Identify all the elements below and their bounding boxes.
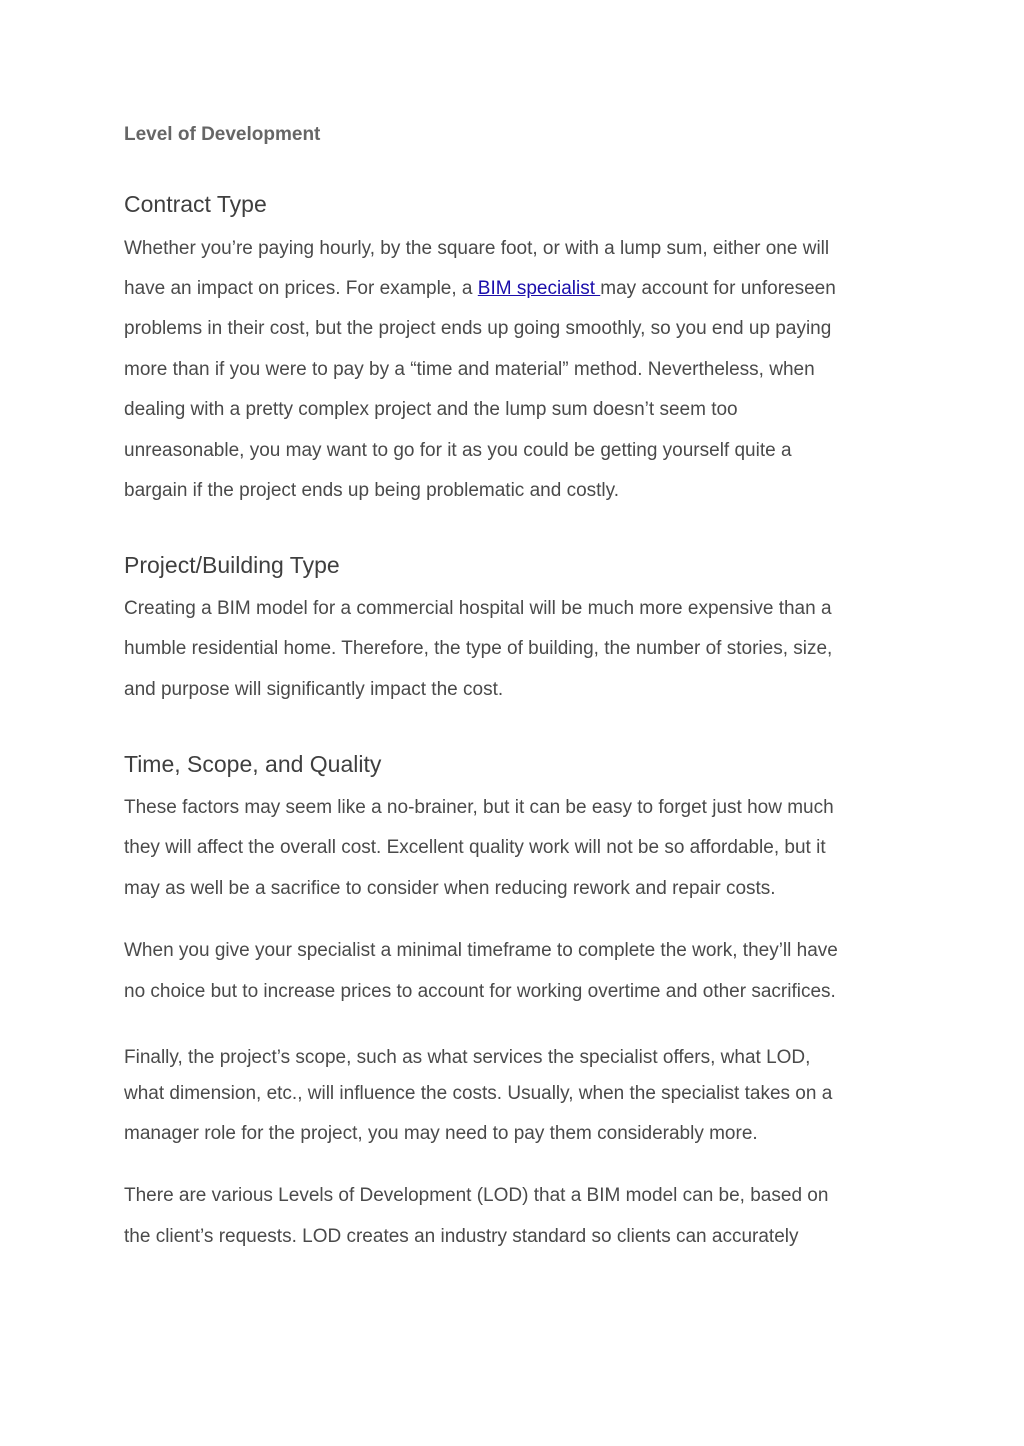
paragraph-line: and purpose will significantly impact the cost. [124, 679, 504, 700]
paragraph-line: bargain if the project ends up being problematic and costly. [124, 480, 620, 501]
paragraph-line: no choice but to increase prices to account for working overtime and other sacrifices. [124, 981, 836, 1002]
paragraph-line: Finally, the project’s scope, such as what services the specialist offers, what LOD, [124, 1047, 811, 1068]
paragraph-line: may as well be a sacrifice to consider when reducing rework and repair costs. [124, 878, 776, 899]
paragraph-line: These factors may seem like a no-brainer, but it can be easy to forget just how much [124, 797, 834, 818]
paragraph-line: Creating a BIM model for a commercial hospital will be much more expensive than a [124, 598, 832, 619]
paragraph-line [124, 278, 836, 300]
paragraph-line: more than if you were to pay by a “time and material” method. Nevertheless, when [124, 359, 815, 380]
paragraph-line: Whether you’re paying hourly, by the square foot, or with a lump sum, either one will [124, 238, 830, 259]
paragraph-line: problems in their cost, but the project ends up going smoothly, so you end up paying [124, 318, 832, 339]
paragraph-line: they will affect the overall cost. Excellent quality work will not be so affordable, but it [124, 837, 826, 858]
text-run: have an impact on prices. For example, a [124, 278, 478, 299]
paragraph-line: unreasonable, you may want to go for it as you could be getting yourself quite a [124, 440, 792, 461]
heading-project-building-type: Project/Building Type [124, 552, 340, 578]
text-run: may account for unforeseen [600, 278, 836, 299]
paragraph-line: When you give your specialist a minimal timeframe to complete the work, they’ll have [124, 940, 838, 961]
bim-specialist-link[interactable]: BIM specialist [477, 278, 601, 299]
paragraph-line: There are various Levels of Development (LOD) that a BIM model can be, based on [124, 1185, 829, 1206]
paragraph-line: dealing with a pretty complex project and the lump sum doesn’t seem too [124, 399, 738, 420]
paragraph-line: manager role for the project, you may need to pay them considerably more. [124, 1123, 758, 1144]
section-label: Level of Development [124, 124, 321, 145]
paragraph-line: the client’s requests. LOD creates an industry standard so clients can accurately [124, 1226, 799, 1247]
paragraph-line: what dimension, etc., will influence the costs. Usually, when the specialist takes on a [124, 1083, 833, 1104]
heading-contract-type: Contract Type [124, 191, 267, 217]
paragraph-line: humble residential home. Therefore, the type of building, the number of stories, size, [124, 638, 833, 659]
heading-time-scope-quality: Time, Scope, and Quality [124, 751, 382, 777]
